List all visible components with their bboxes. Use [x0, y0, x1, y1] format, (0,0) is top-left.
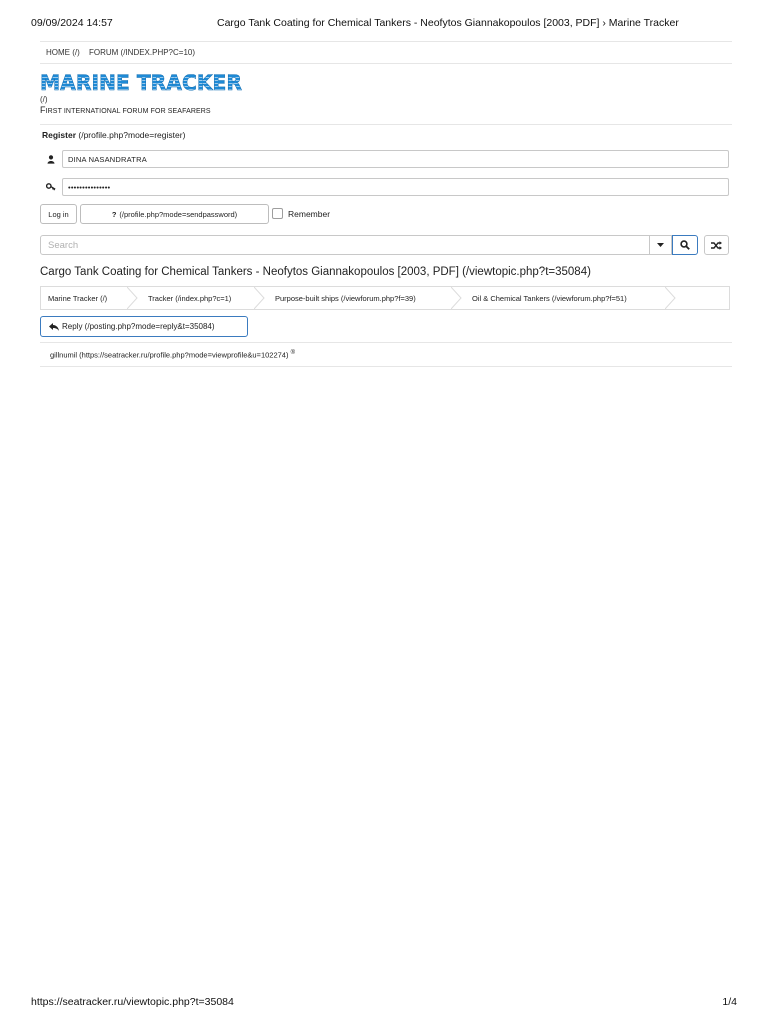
- post-author[interactable]: [50, 350, 295, 360]
- print-title: Cargo Tank Coating for Chemical Tankers - Neofytos Giannakopoulos [2003, PDF] › Marine Tracker: [217, 17, 679, 29]
- reply-label: Reply (/posting.php?mode=reply&t=35084): [62, 322, 215, 331]
- search-dropdown-button[interactable]: [650, 235, 672, 255]
- breadcrumb-item[interactable]: Purpose-built ships (/viewforum.php?f=39): [275, 293, 416, 303]
- caret-down-icon: [657, 243, 664, 247]
- password-row: [40, 178, 729, 196]
- topic-title[interactable]: Cargo Tank Coating for Chemical Tankers - Neofytos Giannakopoulos [2003, PDF] (/viewtopic.php?t=35084): [40, 266, 591, 278]
- breadcrumb-item[interactable]: Oil & Chemical Tankers (/viewforum.php?f=51): [472, 293, 627, 303]
- top-navbar: [40, 41, 732, 64]
- post-author-link[interactable]: gillnumil (https://seatracker.ru/profile.php?mode=viewprofile&u=102274): [50, 350, 289, 360]
- breadcrumb: [40, 286, 730, 310]
- forgot-password-link: (/profile.php?mode=sendpassword): [119, 209, 238, 219]
- register-line[interactable]: [42, 130, 185, 140]
- password-field[interactable]: •••••••••••••••: [62, 178, 729, 196]
- shuffle-icon: [711, 241, 722, 250]
- question-icon: ?: [111, 209, 117, 219]
- divider: [40, 124, 732, 125]
- user-icon: [40, 150, 62, 168]
- random-topic-button[interactable]: [704, 235, 729, 255]
- login-button[interactable]: Log in: [40, 204, 77, 224]
- divider: [40, 366, 732, 367]
- svg-text:MARINE TRACKER: MARINE TRACKER: [40, 72, 242, 94]
- print-header: [31, 17, 737, 31]
- reply-button[interactable]: [40, 316, 248, 337]
- print-page-number: 1/4: [722, 996, 737, 1008]
- breadcrumb-item[interactable]: Marine Tracker (/): [48, 293, 108, 303]
- logo-graphic: [40, 72, 244, 94]
- search-icon: [680, 240, 690, 250]
- key-icon: [40, 178, 62, 196]
- nav-forum-link[interactable]: FORUM (/INDEX.PHP?C=10): [89, 48, 196, 57]
- site-logo[interactable]: [40, 72, 244, 94]
- breadcrumb-item[interactable]: Tracker (/index.php?c=1): [148, 293, 232, 303]
- tagline-rest: IRST INTERNATIONAL FORUM FOR SEAFARERS: [45, 108, 211, 115]
- search-button[interactable]: [672, 235, 698, 255]
- register-link[interactable]: (/profile.php?mode=register): [78, 130, 186, 140]
- print-datetime: 09/09/2024 14:57: [31, 17, 113, 29]
- site-tagline: [40, 105, 211, 115]
- forgot-password-button[interactable]: [80, 204, 269, 224]
- print-url: https://seatracker.ru/viewtopic.php?t=35084: [31, 996, 234, 1008]
- search-bar: [40, 235, 729, 255]
- logo-link-text[interactable]: (/): [40, 95, 48, 104]
- remember-checkbox[interactable]: [272, 208, 283, 219]
- reply-icon: [49, 323, 59, 331]
- search-input[interactable]: Search: [40, 235, 650, 255]
- username-field[interactable]: DINA NASANDRATRA: [62, 150, 729, 168]
- remember-label: Remember: [288, 209, 331, 219]
- username-row: [40, 150, 729, 168]
- tagline-initial: F: [40, 105, 46, 115]
- author-badge: ®: [290, 350, 295, 356]
- nav-home-link[interactable]: HOME (/): [46, 48, 80, 57]
- divider: [40, 342, 732, 343]
- print-footer: [31, 996, 737, 1010]
- breadcrumb-separator: [254, 287, 266, 309]
- register-label[interactable]: Register: [42, 130, 77, 140]
- breadcrumb-separator: [451, 287, 463, 309]
- breadcrumb-separator: [127, 287, 139, 309]
- breadcrumb-separator: [665, 287, 677, 309]
